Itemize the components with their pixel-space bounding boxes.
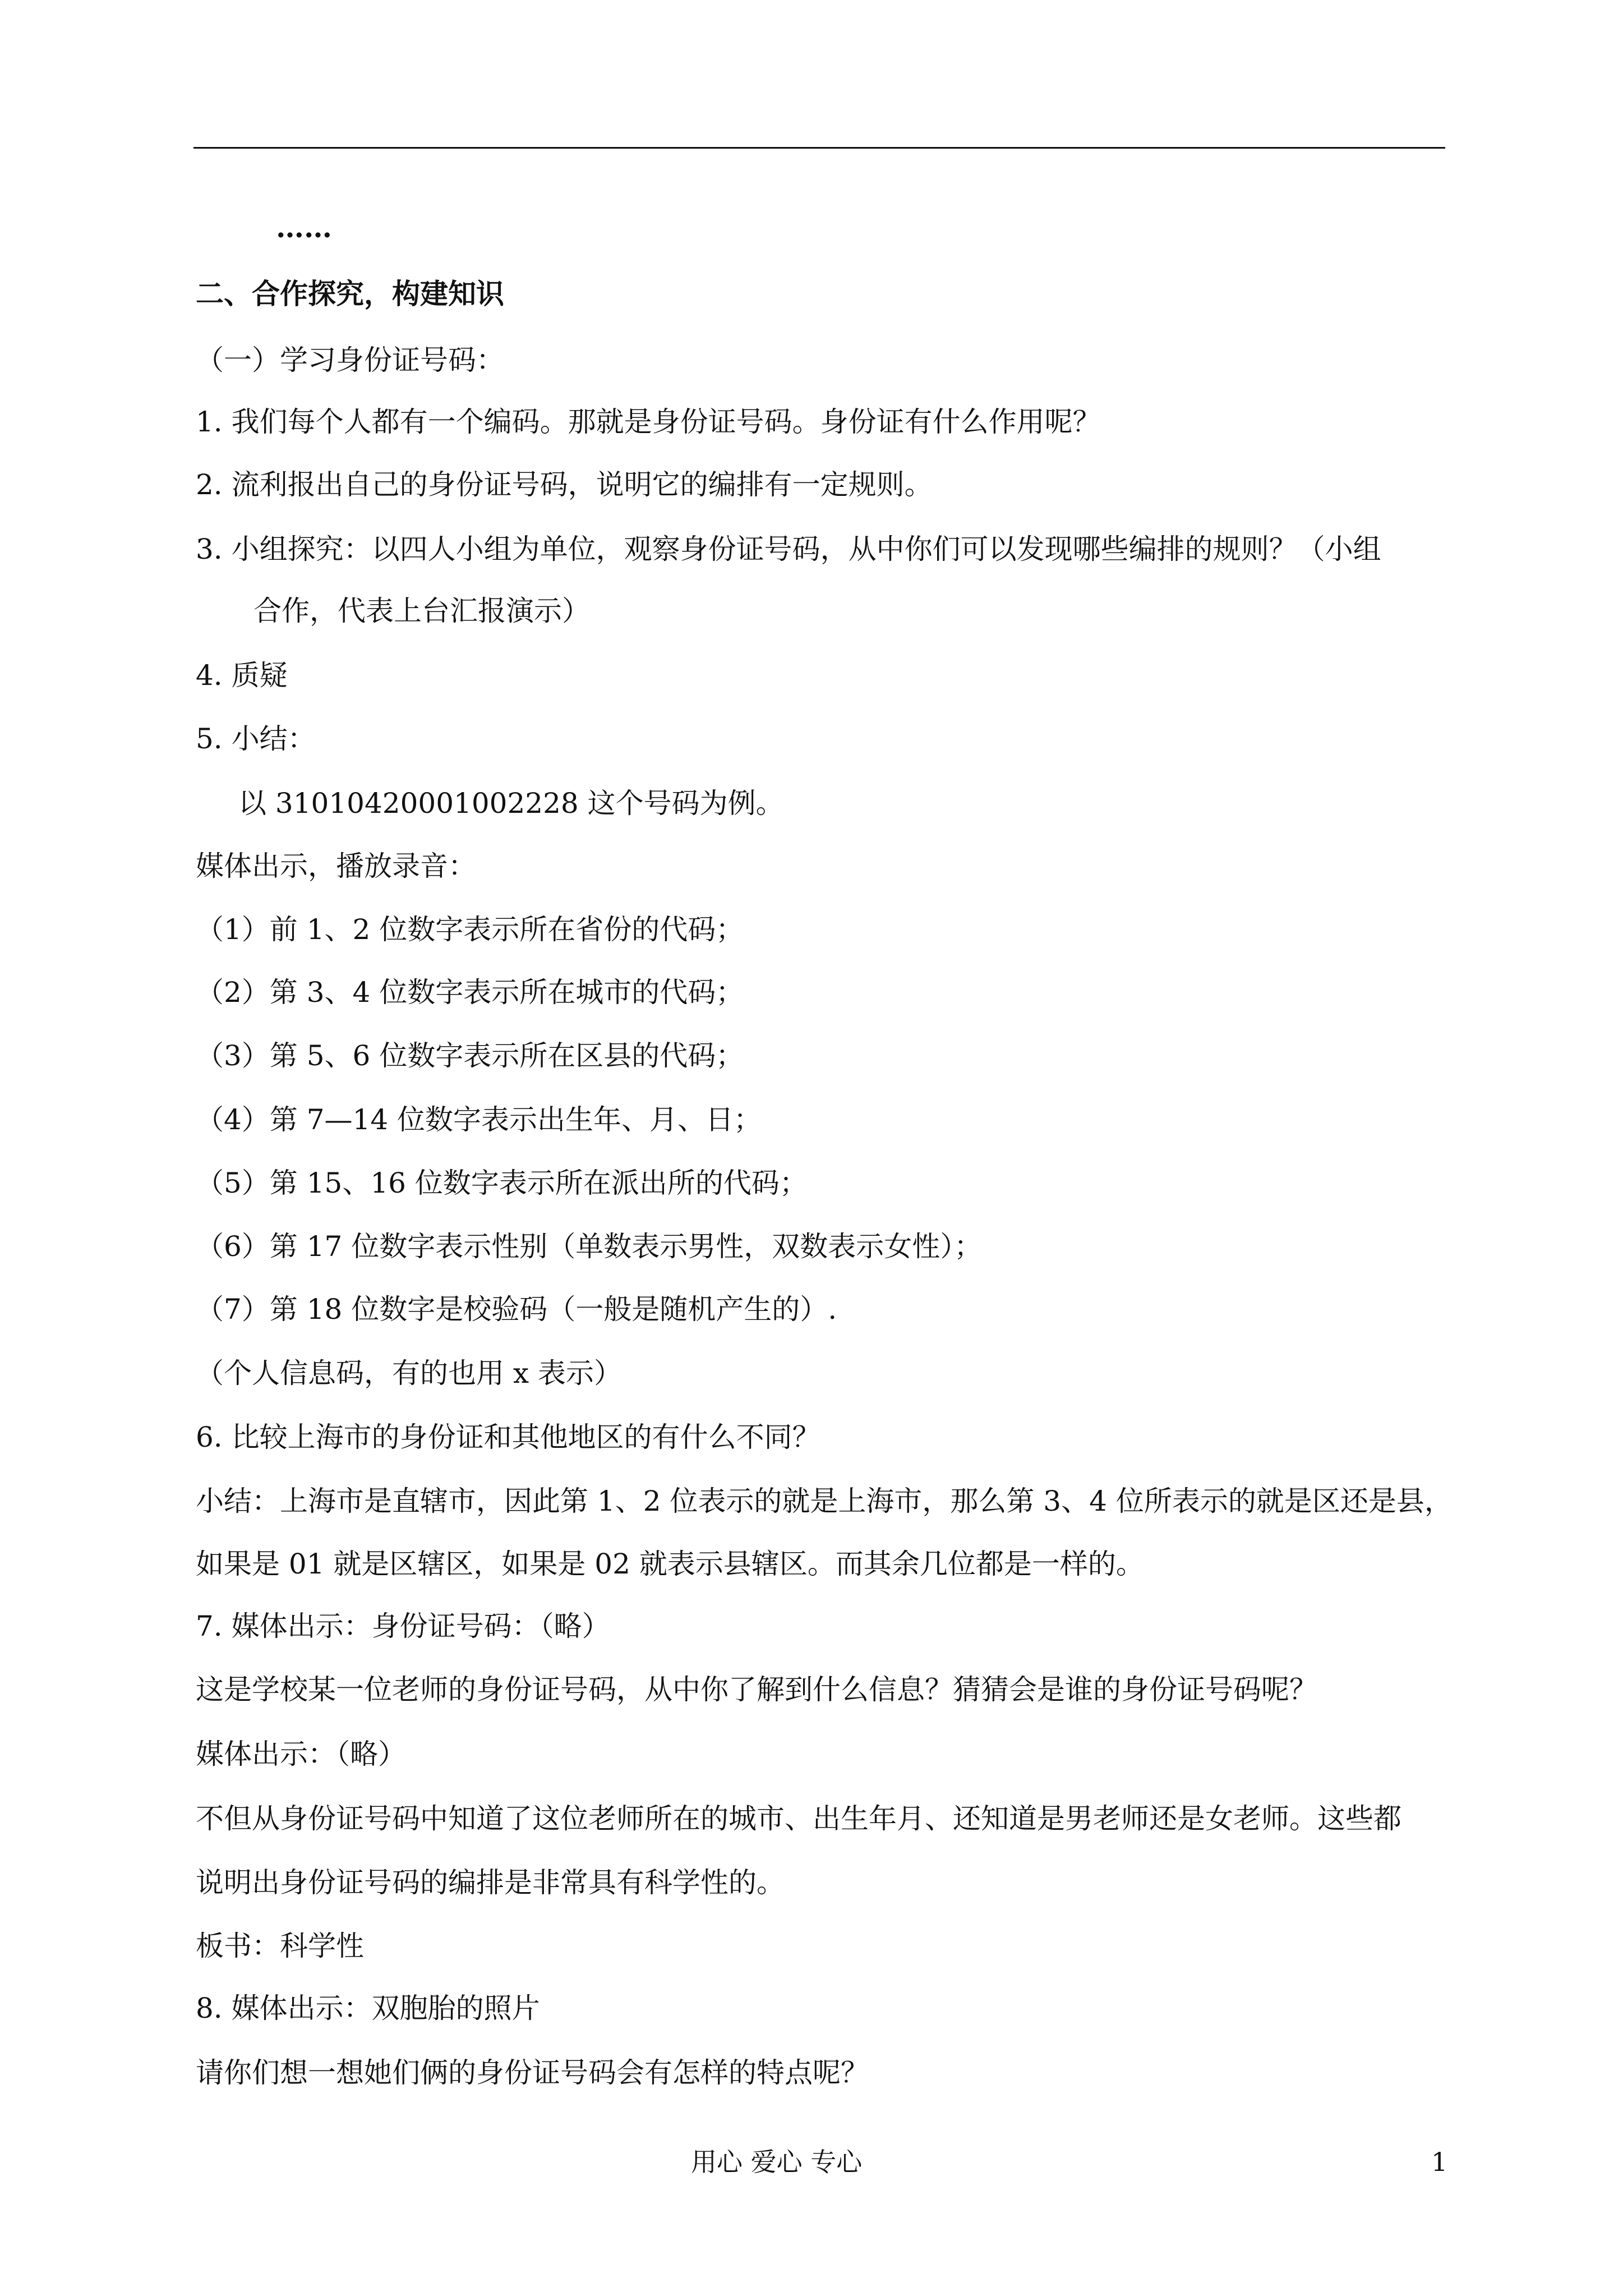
- note-line: （个人信息码，有的也用 x 表示）: [196, 1357, 622, 1389]
- list-item-7: 7. 媒体出示：身份证号码：（略）: [196, 1610, 610, 1642]
- list-item-1: 1. 我们每个人都有一个编码。那就是身份证号码。身份证有什么作用呢？: [196, 406, 1101, 438]
- media-omitted-line: 媒体出示：（略）: [196, 1738, 406, 1770]
- page-number: 1: [1431, 2147, 1448, 2177]
- rule-3: （3）第 5、6 位数字表示所在区县的代码；: [196, 1039, 744, 1072]
- list-item-3: 3. 小组探究：以四人小组为单位，观察身份证号码，从中你们可以发现哪些编排的规则？（小组: [196, 533, 1381, 565]
- summary-line-1: 小结：上海市是直辖市，因此第 1、2 位表示的就是上海市，那么第 3、4 位所表示的就是区还是县，: [196, 1485, 1453, 1517]
- list-item-6: 6. 比较上海市的身份证和其他地区的有什么不同？: [196, 1421, 820, 1453]
- rule-6: （6）第 17 位数字表示性别（单数表示男性，双数表示女性）；: [196, 1230, 983, 1263]
- section-heading: 二、合作探究，构建知识: [196, 277, 504, 310]
- subsection-heading: （一）学习身份证号码：: [196, 344, 504, 376]
- list-item-8: 8. 媒体出示：双胞胎的照片: [196, 1992, 540, 2024]
- closing-question: 请你们想一想她们俩的身份证号码会有怎样的特点呢？: [196, 2056, 869, 2089]
- rule-2: （2）第 3、4 位数字表示所在城市的代码；: [196, 976, 744, 1009]
- example-id-line: 以 310104200010022​28 这个号码为例。: [238, 787, 784, 820]
- list-item-5: 5. 小结：: [196, 723, 316, 755]
- header-rule: [193, 147, 1445, 149]
- rule-5: （5）第 15、16 位数字表示所在派出所的代码；: [196, 1167, 808, 1199]
- summary-line-2: 如果是 01 就是区辖区，如果是 02 就表示县辖区。而其余几位都是一样的。: [196, 1548, 1144, 1580]
- ellipsis-line: ……: [276, 211, 332, 244]
- rule-4: （4）第 7—14 位数字表示出生年、月、日；: [196, 1103, 762, 1136]
- explanation-line-1: 不但从身份证号码中知道了这位老师所在的城市、出生年月、还知道是男老师还是女老师。这些都: [196, 1802, 1401, 1835]
- list-item-4: 4. 质疑: [196, 659, 288, 692]
- list-item-3-continued: 合作，代表上台汇报演示）: [253, 595, 590, 627]
- question-line: 这是学校某一位老师的身份证号码，从中你了解到什么信息？猜猜会是谁的身份证号码呢？: [196, 1673, 1317, 1706]
- rule-7: （7）第 18 位数字是校验码（一般是随机产生的）.: [196, 1293, 837, 1326]
- media-line: 媒体出示，播放录音：: [196, 850, 476, 882]
- explanation-line-2: 说明出身份证号码的编排是非常具有科学性的。: [196, 1866, 785, 1899]
- footer-motto: 用心 爱心 专心: [691, 2147, 863, 2177]
- board-note: 板书：科学性: [196, 1930, 364, 1962]
- list-item-2: 2. 流利报出自己的身份证号码，说明它的编排有一定规则。: [196, 468, 933, 501]
- rule-1: （1）前 1、2 位数字表示所在省份的代码；: [196, 913, 744, 946]
